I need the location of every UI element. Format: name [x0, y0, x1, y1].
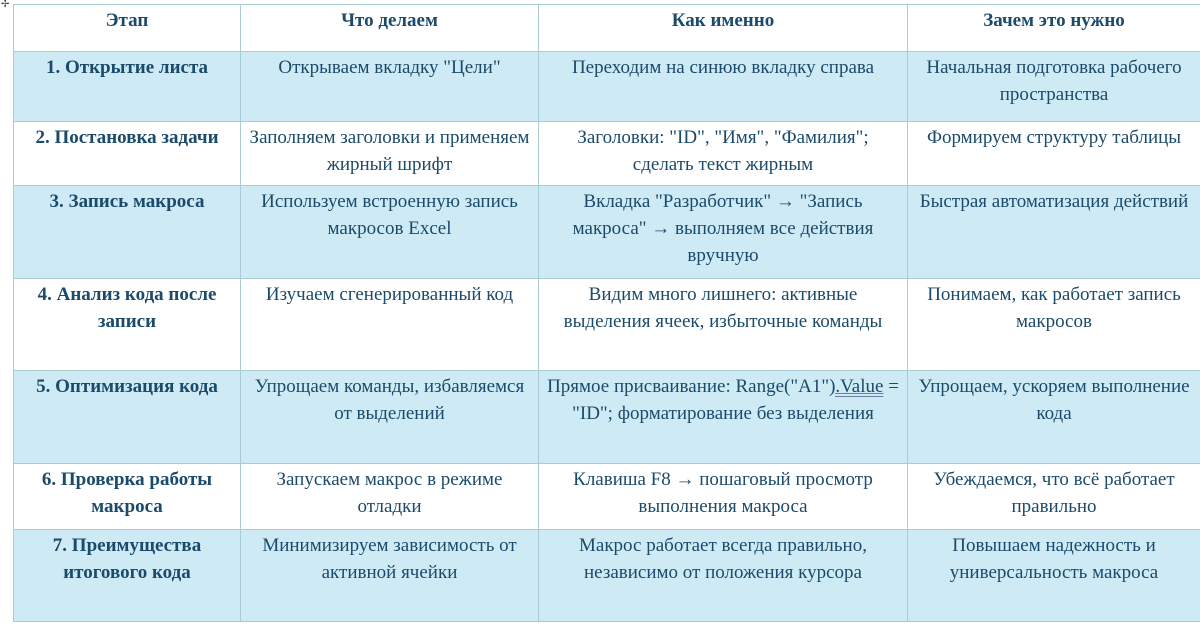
- table-row: [14, 52, 1200, 122]
- table-row: [14, 279, 1200, 371]
- row-how: Клавиша F8 → пошаговый просмотр выполнения макроса: [539, 464, 908, 530]
- table-move-handle-icon[interactable]: ✢: [1, 0, 10, 10]
- row-what: Упрощаем команды, избавляемся от выделений: [241, 371, 539, 464]
- steps-table: [13, 4, 1200, 622]
- table-row: [14, 122, 1200, 186]
- header-why: Зачем это нужно: [908, 5, 1200, 52]
- row-why: Убеждаемся, что всё работает правильно: [908, 464, 1200, 530]
- header-how: Как именно: [539, 5, 908, 52]
- row-why: Начальная подготовка рабочего пространства: [908, 52, 1200, 122]
- table-header-row: [14, 5, 1200, 52]
- row-what: Открываем вкладку "Цели": [241, 52, 539, 122]
- table-row: [14, 464, 1200, 530]
- row-why: Понимаем, как работает запись макросов: [908, 279, 1200, 371]
- row-what: Изучаем сгенерированный код: [241, 279, 539, 371]
- row-how: Вкладка "Разработчик" → "Запись макроса" → выполняем все действия вручную: [539, 186, 908, 279]
- value-property-highlight: ).Value: [829, 376, 884, 397]
- table-row: [14, 371, 1200, 464]
- row-why: Быстрая автоматизация действий: [908, 186, 1200, 279]
- row-how: Переходим на синюю вкладку справа: [539, 52, 908, 122]
- header-what: Что делаем: [241, 5, 539, 52]
- row-what: Запускаем макрос в режиме отладки: [241, 464, 539, 530]
- how-text-suffix: = "ID"; форматирование без выделения: [572, 376, 899, 424]
- table-row: [14, 530, 1200, 622]
- row-how: [539, 371, 908, 464]
- row-stage: 4. Анализ кода после записи: [14, 279, 241, 371]
- row-what: Используем встроенную запись макросов Excel: [241, 186, 539, 279]
- row-why: Повышаем надежность и универсальность макроса: [908, 530, 1200, 622]
- header-stage: Этап: [14, 5, 241, 52]
- row-stage: 5. Оптимизация кода: [14, 371, 241, 464]
- row-how: Заголовки: "ID", "Имя", "Фамилия"; сделать текст жирным: [539, 122, 908, 186]
- row-how: Видим много лишнего: активные выделения ячеек, избыточные команды: [539, 279, 908, 371]
- row-why: Упрощаем, ускоряем выполнение кода: [908, 371, 1200, 464]
- row-stage: 3. Запись макроса: [14, 186, 241, 279]
- row-what: Заполняем заголовки и применяем жирный шрифт: [241, 122, 539, 186]
- row-what: Минимизируем зависимость от активной ячейки: [241, 530, 539, 622]
- row-stage: 7. Преимущества итогового кода: [14, 530, 241, 622]
- row-why: Формируем структуру таблицы: [908, 122, 1200, 186]
- table-row: [14, 186, 1200, 279]
- row-stage: 1. Открытие листа: [14, 52, 241, 122]
- how-text-prefix: Прямое присваивание: Range("A1": [547, 376, 830, 397]
- row-stage: 6. Проверка работы макроса: [14, 464, 241, 530]
- row-how: Макрос работает всегда правильно, независимо от положения курсора: [539, 530, 908, 622]
- row-stage: 2. Постановка задачи: [14, 122, 241, 186]
